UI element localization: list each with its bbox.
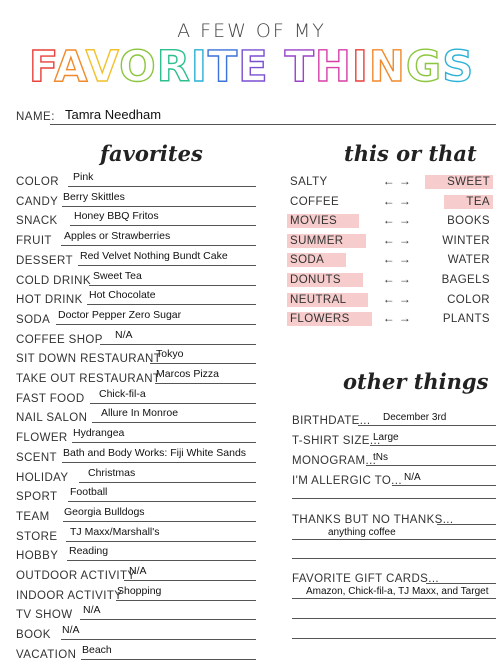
favorite-label: TAKE OUT RESTAURANT xyxy=(16,373,161,385)
favorite-line xyxy=(155,383,256,384)
title-letter: N xyxy=(368,42,406,92)
favorite-label: SODA xyxy=(16,313,51,326)
favorite-line xyxy=(116,600,256,601)
favorite-label: COLD DRINK xyxy=(16,274,91,287)
favorite-line xyxy=(62,462,256,463)
left-right-arrows-icon: ← → xyxy=(382,272,412,286)
favorite-row xyxy=(16,169,256,188)
favorite-value[interactable]: Doctor Pepper Zero Sugar xyxy=(58,308,182,321)
favorite-row xyxy=(16,346,256,365)
favorite-value[interactable]: N/A xyxy=(129,565,147,577)
left-right-arrows-icon: ← → xyxy=(382,311,412,326)
favorite-row xyxy=(16,268,256,287)
favorite-line xyxy=(68,186,256,187)
favorite-value[interactable]: Red Velvet Nothing Bundt Cake xyxy=(80,249,228,262)
favorite-value[interactable]: N/A xyxy=(115,328,133,341)
that-option[interactable]: COLOR xyxy=(447,293,490,306)
favorite-line xyxy=(68,501,256,502)
favorite-row xyxy=(16,189,256,208)
favorite-row xyxy=(16,228,256,247)
favorite-label: SIT DOWN RESTAURANT xyxy=(16,353,162,366)
favorite-label: NAIL SALON xyxy=(16,412,88,425)
favorite-label: INDOOR ACTIVITY xyxy=(16,589,123,602)
birthdate-label: BIRTHDATE... xyxy=(292,415,371,427)
gift-cards-label: FAVORITE GIFT CARDS... xyxy=(292,573,440,585)
this-or-that-row xyxy=(285,173,495,192)
favorite-row xyxy=(16,524,256,543)
left-right-arrows-icon: ← → xyxy=(382,213,412,228)
favorite-label: SPORT xyxy=(16,491,58,504)
favorite-value[interactable]: TJ Maxx/Marshall's xyxy=(70,525,160,538)
favorite-line xyxy=(78,265,256,266)
favorite-label: BOOK xyxy=(16,629,51,642)
birthdate-row xyxy=(292,408,496,427)
favorite-row xyxy=(16,425,256,444)
header-subtitle: A FEW OF MY xyxy=(177,20,326,42)
favorite-row xyxy=(16,386,256,405)
favorite-value[interactable]: Chick-fil-a xyxy=(99,387,146,400)
favorite-row xyxy=(16,445,256,464)
favorite-label: VACATION xyxy=(16,648,77,661)
name-line xyxy=(50,124,496,125)
monogram-line xyxy=(366,465,496,466)
favorite-value[interactable]: Hydrangea xyxy=(73,427,125,440)
allergic-field[interactable]: N/A xyxy=(404,472,421,483)
favorite-label: FRUIT xyxy=(16,235,52,248)
title-letter xyxy=(269,42,285,92)
favorite-label: DESSERT xyxy=(16,254,73,267)
name-label: NAME: xyxy=(16,111,55,123)
this-option[interactable]: MOVIES xyxy=(287,214,359,228)
favorite-row xyxy=(16,307,256,326)
favorite-value[interactable]: Tokyo xyxy=(156,348,184,361)
that-option[interactable]: WINTER xyxy=(442,234,490,247)
favorite-label: HOT DRINK xyxy=(16,294,83,307)
gift-cards-line-4[interactable] xyxy=(292,638,496,639)
favorite-value[interactable]: Shopping xyxy=(117,584,162,597)
favorite-label: HOLIDAY xyxy=(16,471,69,484)
title-letter: T xyxy=(284,42,315,92)
other-things-heading: other things xyxy=(343,369,489,394)
tshirt-label: T-SHIRT SIZE... xyxy=(292,435,381,447)
that-option[interactable]: BOOKS xyxy=(447,215,490,228)
this-or-that-row xyxy=(285,251,495,270)
monogram-row xyxy=(292,448,496,467)
this-or-that-row xyxy=(285,271,495,290)
name-field[interactable]: Tamra Needham xyxy=(65,107,162,122)
this-option[interactable]: FLOWERS xyxy=(287,312,372,326)
title-letter: H xyxy=(314,42,352,92)
favorite-value[interactable]: Christmas xyxy=(88,466,136,479)
favorite-line xyxy=(62,206,256,207)
birthdate-line xyxy=(358,425,496,426)
favorite-row xyxy=(16,543,256,562)
thanks-line xyxy=(437,524,496,525)
favorite-line xyxy=(90,403,256,404)
favorite-line xyxy=(67,560,256,561)
gift-cards-line-2[interactable] xyxy=(292,598,496,599)
favorite-line xyxy=(61,245,256,246)
favorite-value[interactable]: Reading xyxy=(69,545,109,558)
that-option[interactable]: SWEET xyxy=(425,175,493,189)
favorite-line xyxy=(66,541,256,542)
favorite-row xyxy=(16,208,256,227)
that-option[interactable]: BAGELS xyxy=(441,274,490,286)
header-title xyxy=(0,42,503,92)
favorite-value[interactable]: N/A xyxy=(62,624,80,637)
favorite-label: COLOR xyxy=(16,176,59,188)
favorite-label: TEAM xyxy=(16,510,50,523)
favorite-value[interactable]: Berry Skittles xyxy=(63,190,125,203)
this-or-that-row xyxy=(285,232,495,251)
favorite-label: SNACK xyxy=(16,215,58,228)
left-right-arrows-icon: ← → xyxy=(382,174,412,188)
this-or-that-row xyxy=(285,291,495,310)
favorite-line xyxy=(72,442,256,443)
favorite-line xyxy=(79,482,256,483)
favorite-row xyxy=(16,583,256,602)
favorite-row xyxy=(16,484,256,503)
this-or-that-row xyxy=(285,193,495,212)
favorite-value[interactable]: Marcos Pizza xyxy=(156,368,220,380)
title-letter: I xyxy=(351,42,369,92)
title-letter: I xyxy=(190,42,208,92)
that-option[interactable]: PLANTS xyxy=(442,313,490,326)
that-option[interactable]: TEA xyxy=(444,195,493,209)
favorite-row xyxy=(16,465,256,484)
gift-cards-line-3[interactable] xyxy=(292,618,496,619)
this-option[interactable]: SALTY xyxy=(290,176,328,188)
favorite-value[interactable]: Pink xyxy=(73,171,94,183)
title-letter: A xyxy=(54,42,86,92)
favorite-label: FLOWER xyxy=(16,432,68,445)
favorite-line xyxy=(89,285,256,286)
favorite-value[interactable]: Football xyxy=(70,486,108,499)
favorite-row xyxy=(16,642,256,661)
allergic-line xyxy=(392,485,496,486)
favorite-line xyxy=(92,422,256,423)
favorite-row xyxy=(16,563,256,582)
gift-cards-row xyxy=(292,566,496,585)
favorite-row xyxy=(16,366,256,385)
favorite-row xyxy=(16,327,256,346)
allergic-extra-line[interactable] xyxy=(292,498,496,499)
left-right-arrows-icon: ← → xyxy=(382,252,412,267)
allergic-label: I'M ALLERGIC TO... xyxy=(292,475,402,487)
favorite-line xyxy=(61,639,256,640)
favorite-row xyxy=(16,287,256,306)
this-or-that-row xyxy=(285,310,495,329)
this-option[interactable]: DONUTS xyxy=(287,273,363,287)
favorite-value[interactable]: Sweet Tea xyxy=(93,269,142,282)
thanks-row xyxy=(292,507,496,526)
tshirt-field[interactable]: Large xyxy=(373,432,399,443)
favorite-line xyxy=(124,580,256,581)
title-letter: G xyxy=(405,42,443,92)
favorite-line xyxy=(81,659,256,660)
thanks-field[interactable]: anything coffee xyxy=(328,527,396,538)
this-or-that-row xyxy=(285,212,495,231)
favorite-row xyxy=(16,622,256,641)
this-or-that-heading: this or that xyxy=(344,141,477,166)
favorite-label: COFFEE SHOP xyxy=(16,333,103,346)
title-letter: V xyxy=(85,42,120,92)
allergic-row xyxy=(292,468,496,487)
favorite-label: TV SHOW xyxy=(16,609,73,622)
favorite-value[interactable]: Allure In Monroe xyxy=(101,407,179,420)
thanks-label: THANKS BUT NO THANKS... xyxy=(292,514,454,526)
favorite-value[interactable]: Georgia Bulldogs xyxy=(64,505,145,518)
left-right-arrows-icon: ← → xyxy=(382,291,412,306)
left-right-arrows-icon: ← → xyxy=(382,232,412,247)
title-letter: F xyxy=(28,42,55,92)
birthdate-field[interactable]: December 3rd xyxy=(383,412,447,423)
favorite-row xyxy=(16,248,256,267)
this-option[interactable]: NEUTRAL xyxy=(287,293,368,307)
favorite-label: STORE xyxy=(16,530,58,543)
favorite-line xyxy=(63,521,256,522)
favorite-row xyxy=(16,405,256,424)
monogram-field[interactable]: tNs xyxy=(373,452,388,463)
favorite-line xyxy=(87,304,256,305)
favorite-label: CANDY xyxy=(16,195,59,208)
favorite-label: SCENT xyxy=(16,451,57,464)
this-option[interactable]: SUMMER xyxy=(287,234,366,248)
gift-cards-line xyxy=(426,583,496,584)
this-option[interactable]: SODA xyxy=(287,253,346,267)
favorite-row xyxy=(16,602,256,621)
title-letter: R xyxy=(156,42,191,92)
favorite-label: OUTDOOR ACTIVITY xyxy=(16,570,136,582)
favorite-line xyxy=(80,619,256,620)
favorite-label: HOBBY xyxy=(16,550,59,563)
favorites-heading: favorites xyxy=(100,141,203,166)
title-letter: T xyxy=(207,42,239,92)
title-letter: O xyxy=(119,42,157,92)
favorite-value[interactable]: Beach xyxy=(82,643,112,656)
favorite-line xyxy=(56,324,256,325)
thanks-line-2[interactable] xyxy=(292,539,496,540)
monogram-label: MONOGRAM... xyxy=(292,455,377,467)
gift-cards-field[interactable]: Amazon, Chick-fil-a, TJ Maxx, and Target xyxy=(306,586,489,597)
favorite-line xyxy=(100,344,256,345)
favorite-line xyxy=(150,363,256,364)
title-letter: E xyxy=(238,42,269,92)
favorite-row xyxy=(16,504,256,523)
favorite-value[interactable]: Apples or Strawberries xyxy=(64,230,171,243)
title-letter: S xyxy=(442,42,475,92)
favorite-value[interactable]: Hot Chocolate xyxy=(89,289,156,302)
favorite-value[interactable]: Bath and Body Works: Fiji White Sands xyxy=(63,446,247,459)
favorite-value[interactable]: Honey BBQ Fritos xyxy=(74,210,159,223)
tshirt-line xyxy=(370,445,496,446)
tshirt-row xyxy=(292,428,496,447)
favorite-line xyxy=(70,225,256,226)
thanks-line-3[interactable] xyxy=(292,558,496,559)
this-option[interactable]: COFFEE xyxy=(290,195,340,208)
that-option[interactable]: WATER xyxy=(447,254,490,267)
left-right-arrows-icon: ← → xyxy=(382,193,412,208)
favorite-label: FAST FOOD xyxy=(16,392,85,405)
favorite-value[interactable]: N/A xyxy=(83,604,101,617)
